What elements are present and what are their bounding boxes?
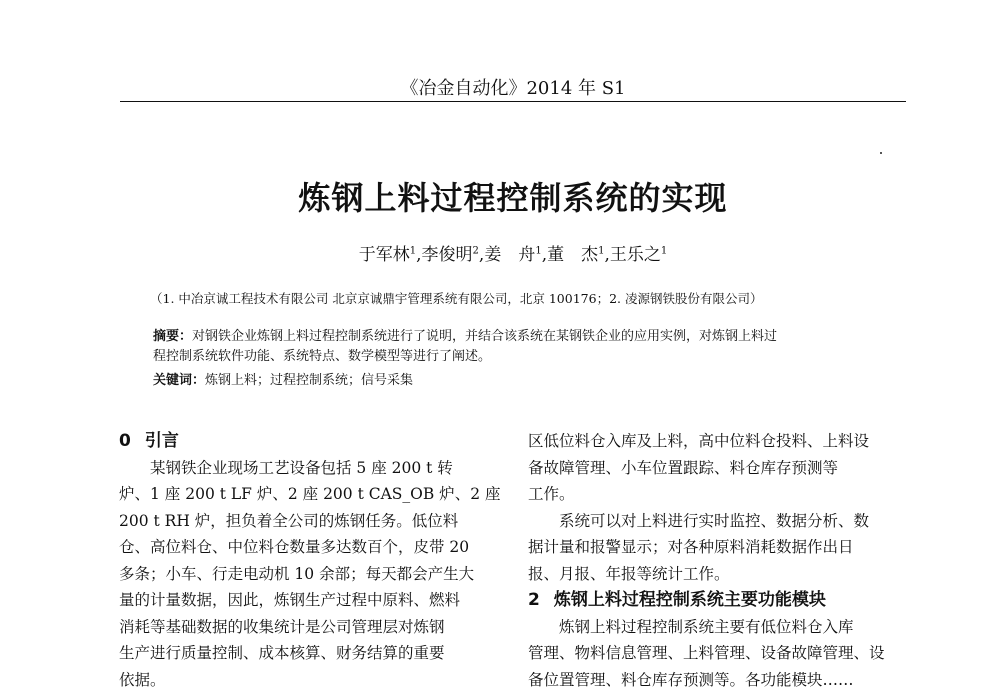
body-line: 生产进行质量控制、成本核算、财务结算的重要: [119, 640, 495, 667]
left-column: [119, 428, 495, 693]
body-line: 系统可以对上料进行实时监控、数据分析、数: [528, 508, 908, 535]
author-aff-mark: 1: [661, 245, 667, 256]
author-aff-mark: 1: [410, 245, 416, 256]
body-line: 仓、高位料仓、中位料仓数量多达数百个，皮带 20: [119, 534, 495, 561]
body-line: 依据。: [119, 667, 495, 693]
author-aff-mark: 2: [473, 245, 479, 256]
abstract: [153, 327, 888, 367]
section-number: 2: [528, 590, 540, 610]
author-aff-mark: 1: [598, 245, 604, 256]
author-aff-mark: 1: [535, 245, 541, 256]
body-line: 据计量和报警显示；对各种原料消耗数据作出日: [528, 534, 908, 561]
author-name: 姜 舟: [484, 245, 535, 265]
keywords-text: 炼钢上料；过程控制系统；信号采集: [205, 373, 413, 388]
abstract-line: 对钢铁企业炼钢上料过程控制系统进行了说明，并结合该系统在某钢铁企业的应用实例，对炼钢上料过: [192, 329, 777, 344]
body-line: 量的计量数据，因此，炼钢生产过程中原料、燃料: [119, 587, 495, 614]
keywords-label: 关键词：: [153, 373, 205, 388]
section-heading: [528, 587, 908, 614]
author-name: 李俊明: [422, 245, 473, 265]
keywords: [153, 371, 888, 391]
author-name: 王乐之: [610, 245, 661, 265]
speck: [880, 152, 882, 154]
body-line: 工作。: [528, 481, 908, 508]
author-name: 于军林: [359, 245, 410, 265]
body-line: 炉、1 座 200 t LF 炉、2 座 200 t CAS_OB 炉、2 座: [119, 481, 495, 508]
abstract-line: 程控制系统软件功能、系统特点、数学模型等进行了阐述。: [153, 347, 888, 367]
abstract-label: 摘要：: [153, 329, 192, 344]
section-heading: [119, 428, 495, 455]
body-line: 备故障管理、小车位置跟踪、料仓库存预测等: [528, 455, 908, 482]
body-line: 消耗等基础数据的收集统计是公司管理层对炼钢: [119, 614, 495, 641]
author-list: 于军林$^1$,李俊明$^2$,姜 舟$^1$,董 杰$^1$,王乐之$^1$: [120, 240, 906, 265]
paper-title: 炼钢上料过程控制系统的实现: [120, 173, 906, 219]
section-title: 炼钢上料过程控制系统主要功能模块: [554, 590, 826, 610]
body-line: 200 t RH 炉，担负着全公司的炼钢任务。低位料: [119, 508, 495, 535]
body-line: 备位置管理、料仓库存预测等。各功能模块……: [528, 667, 908, 693]
body-line: 炼钢上料过程控制系统主要有低位料仓入库: [528, 614, 908, 641]
journal-header: 《冶金自动化》2014 年 S1: [120, 74, 906, 100]
affiliations: （1. 中冶京诚工程技术有限公司 北京京诚鼎宇管理系统有限公司，北京 100176；2. 凌源钢铁股份有限公司）: [150, 289, 910, 307]
body-line: 区低位料仓入库及上料，高中位料仓投料、上料设: [528, 428, 908, 455]
body-line: 多条；小车、行走电动机 10 余部；每天都会产生大: [119, 561, 495, 588]
body-line: 某钢铁企业现场工艺设备包括 5 座 200 t 转: [119, 455, 495, 482]
right-column: [528, 428, 908, 693]
body-line: 管理、物料信息管理、上料管理、设备故障管理、设: [528, 640, 908, 667]
body-line: 报、月报、年报等统计工作。: [528, 561, 908, 588]
header-rule: [120, 101, 906, 102]
section-title: 引言: [145, 431, 179, 451]
author-name: 董 杰: [547, 245, 598, 265]
section-number: 0: [119, 431, 131, 451]
